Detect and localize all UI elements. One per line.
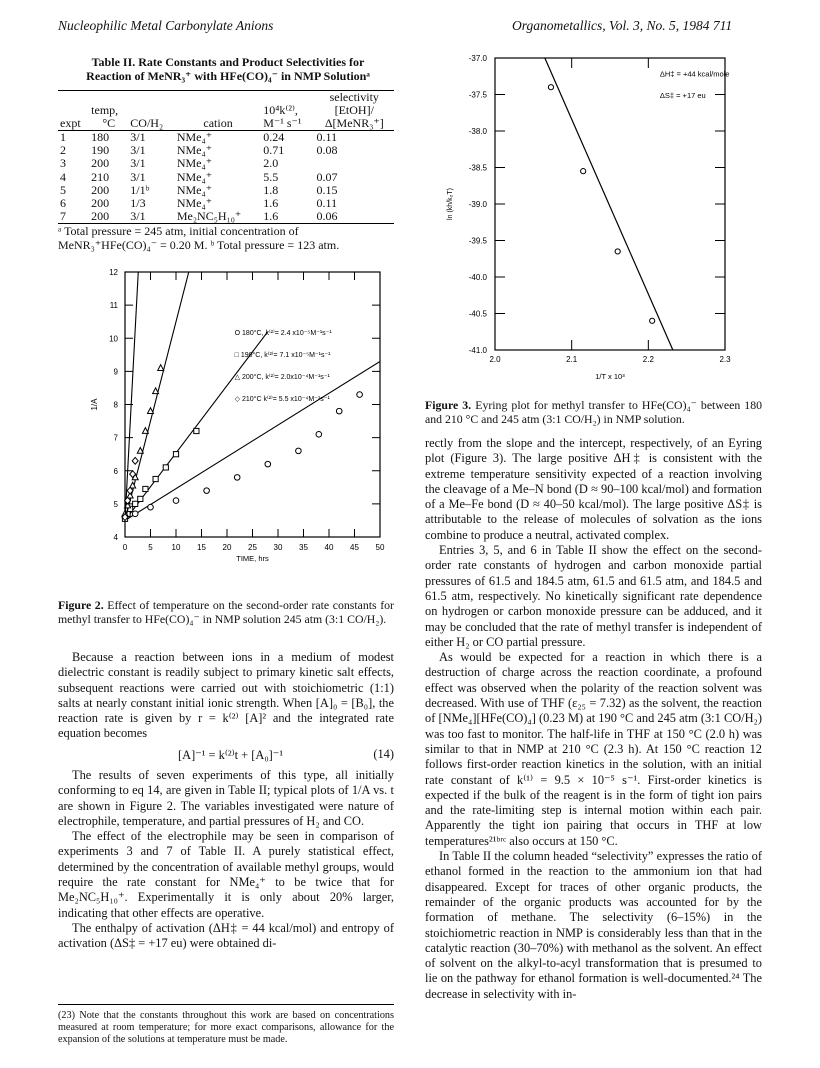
data-point-circle bbox=[316, 432, 322, 438]
data-point-circle bbox=[173, 498, 179, 504]
col-temp-l2: °C bbox=[102, 116, 116, 130]
cell: 1.6 bbox=[263, 209, 279, 224]
cell: 0.24 bbox=[263, 130, 285, 144]
cell: 3/1 bbox=[130, 156, 146, 171]
y-tick-label: -40.0 bbox=[468, 273, 487, 282]
x-tick-label: 40 bbox=[324, 543, 334, 552]
running-head-right: Organometallics, Vol. 3, No. 5, 1984 711 bbox=[512, 18, 733, 33]
data-point-triangle bbox=[148, 408, 154, 414]
data-point-circle bbox=[357, 392, 363, 398]
cell: NMe₄⁺ bbox=[176, 196, 213, 211]
fit-line bbox=[125, 332, 268, 521]
col-sel-l1: selectivity bbox=[329, 90, 379, 104]
cell: 0.15 bbox=[316, 182, 338, 197]
x-tick-label: 15 bbox=[197, 543, 206, 552]
col-sel-l2: [EtOH]/ bbox=[334, 103, 374, 117]
data-point bbox=[548, 85, 553, 90]
fit-line bbox=[545, 58, 673, 350]
col-temp bbox=[89, 91, 128, 131]
left-column-text bbox=[58, 650, 394, 742]
cell: 200 bbox=[91, 182, 110, 197]
cell: 0.71 bbox=[263, 143, 285, 158]
fit-line bbox=[125, 361, 380, 520]
col-temp-l1: temp, bbox=[91, 103, 119, 117]
cell: 0.11 bbox=[316, 196, 338, 211]
data-point-triangle bbox=[153, 388, 159, 394]
table-footnote-line: ᵃ Total pressure = 245 atm, initial concentration of bbox=[58, 224, 299, 238]
table-row bbox=[58, 157, 394, 170]
cell: 1 bbox=[60, 130, 66, 144]
col-rate-l1: 10⁴k⁽²⁾, bbox=[263, 103, 298, 117]
cell: 1/1ᵇ bbox=[130, 182, 150, 197]
cell: 210 bbox=[91, 169, 110, 184]
table-caption-line: Reaction of MeNR₃⁺ with HFe(CO)₄⁻ in NMP Solutionᵃ bbox=[86, 69, 370, 83]
data-point-square bbox=[153, 476, 158, 481]
cell: 1.8 bbox=[263, 182, 279, 197]
cell: 3/1 bbox=[130, 209, 146, 224]
y-tick-label: -38.0 bbox=[468, 127, 487, 136]
data-point-circle bbox=[132, 511, 138, 517]
col-rate bbox=[261, 91, 314, 131]
paragraph: The results of seven experiments of this type, all initially conforming to eq 14, are given in Table II; typical plots of 1/A vs. t are shown in Figure 2. The variables investigated were nature of electrophile, temperature, and partial pressures of H₂ and CO. bbox=[58, 768, 394, 828]
y-tick-label: 9 bbox=[113, 367, 118, 377]
x-tick-label: 2.0 bbox=[489, 355, 501, 364]
paragraph: As would be expected for a reaction in which there is a destruction of charge across the reaction coordinate, a profound effect was observed when the polarity of the reaction solvent was decreased. With use of THF (ε₂₅ = 7.32) as the solvent, the reaction of [NMe₄][HFe(CO)₄] (0.23 M) at 190 °C and 245 atm (3:1 CO/H₂) was too fast to monitor. The half-life in THF at 150 °C (2.0 h) was similar to that in NMP at 210 °C (2.3 h). At 150 °C reaction 12 follows first-order reaction kinetics in the solution, with an initial rate constant of k⁽¹⁾ = 9.5 × 10⁻⁵ s⁻¹. First-order kinetics is expected if the bulk of the reagent is in the form of tight ion pairs and the rate-limiting step is internal motion within each pair. Apparently the tight ion pairing that occurs in THF at low temperatures²¹ᵇʳᶜ also occurs at 150 °C. bbox=[425, 650, 762, 848]
data-point-square bbox=[133, 501, 138, 506]
data-point-circle bbox=[265, 461, 271, 467]
data-point bbox=[615, 249, 620, 254]
legend-entry: △ 200°C, k⁽²⁾= 2.0x10⁻⁴M⁻¹s⁻¹ bbox=[234, 373, 330, 381]
col-selectivity bbox=[315, 91, 394, 131]
data-point bbox=[581, 169, 586, 174]
cell: 1/3 bbox=[130, 196, 146, 211]
paragraph: rectly from the slope and the intercept, respectively, of an Eyring plot (Figure 3). The large positive ΔH‡ is consistent with the extreme temperature sensitivity expected of a reaction involving the cleavage of a Me–N bond (D ≈ 90–100 kcal/mol) and formation of a Me–Fe bond (D ≈ 40–50 kcal/mol). The large positive ΔS‡ is attributable to the release of molecules of solvation as the ions combine to produce a neutral, activated complex. bbox=[425, 436, 762, 542]
y-tick-label: -39.0 bbox=[468, 200, 487, 209]
x-tick-label: 25 bbox=[248, 543, 257, 552]
y-tick-label: 10 bbox=[109, 334, 118, 344]
y-tick-label: 5 bbox=[113, 499, 118, 509]
figure-3-label: Figure 3. bbox=[425, 398, 472, 412]
cell: 5 bbox=[60, 182, 66, 197]
annotation-dh: ΔH‡ = +44 kcal/mole bbox=[659, 69, 730, 79]
cell: 3/1 bbox=[130, 130, 146, 144]
cell: 200 bbox=[91, 196, 110, 211]
x-tick-label: 45 bbox=[350, 543, 359, 552]
y-tick-label: 7 bbox=[113, 433, 118, 443]
figure-2-caption-text: Effect of temperature on the second-order rate constants for methyl transfer to HFe(CO)₄⁻ in NMP solution 245 atm (3:1 CO/H₂). bbox=[58, 598, 394, 626]
cell: 200 bbox=[91, 156, 110, 171]
x-tick-label: 30 bbox=[273, 543, 283, 552]
data-point-square bbox=[173, 452, 178, 457]
legend-entry: □ 190°C, k⁽²⁾= 7.1 x10⁻⁵M⁻¹s⁻¹ bbox=[234, 351, 331, 359]
y-tick-label: 6 bbox=[113, 466, 118, 476]
data-point-square bbox=[143, 486, 148, 491]
table-footnote bbox=[58, 224, 394, 252]
figure-2-label: Figure 2. bbox=[58, 598, 104, 612]
cell: 2 bbox=[60, 143, 66, 158]
cell: 3 bbox=[60, 156, 66, 171]
paragraph: The effect of the electrophile may be seen in comparison of experiments 3 and 7 of Table II. A purely statistical effect, determined by the concentration of available methyl groups, would require the rate constant for NMe₄⁺ to be twice that for Me₂NC₅H₁₀⁺. Experimentally it is only about 20% larger, indicating that other effects are operative. bbox=[58, 829, 394, 920]
footnote-23: (23) Note that the constants throughout this work are based on concentrations measured at room temperature; for more exact comparisons, allowance for the expansion of the solutions at temperature must be made. bbox=[58, 1004, 394, 1046]
y-tick-label: -40.5 bbox=[468, 309, 487, 319]
cell: 3/1 bbox=[130, 143, 146, 158]
cell: 3/1 bbox=[130, 169, 146, 184]
annotation-ds: ΔS‡ = +17 eu bbox=[659, 91, 706, 101]
col-co-h2: CO/H₂ bbox=[130, 116, 164, 130]
data-point-circle bbox=[148, 504, 154, 510]
equation-number: (14) bbox=[373, 747, 394, 761]
y-axis-label: 1/A bbox=[90, 398, 99, 411]
x-tick-label: 2.1 bbox=[566, 355, 578, 364]
x-tick-label: 2.3 bbox=[719, 355, 731, 364]
col-expt: expt bbox=[60, 116, 81, 130]
y-tick-label: -38.5 bbox=[468, 163, 487, 173]
y-tick-label: -37.5 bbox=[468, 90, 487, 100]
y-tick-label: 4 bbox=[113, 533, 118, 542]
plot-frame bbox=[495, 58, 725, 350]
x-tick-label: 20 bbox=[222, 543, 232, 552]
cell: 0.06 bbox=[316, 209, 338, 224]
cell: NMe₄⁺ bbox=[176, 156, 213, 171]
cell: 0.08 bbox=[316, 143, 338, 158]
x-tick-label: 2.2 bbox=[642, 355, 654, 364]
cell: NMe₄⁺ bbox=[176, 182, 213, 197]
running-head-left: Nucleophilic Metal Carbonylate Anions bbox=[58, 18, 274, 33]
data-point-circle bbox=[296, 448, 302, 454]
paragraph: The enthalpy of activation (ΔH‡ = 44 kcal/mol) and entropy of activation (ΔS‡ = +17 eu) were obtained di- bbox=[58, 920, 394, 951]
y-tick-label: -41.0 bbox=[468, 346, 487, 355]
x-tick-label: 35 bbox=[299, 543, 308, 552]
x-tick-label: 0 bbox=[122, 543, 128, 552]
cell: 4 bbox=[60, 169, 66, 184]
cell: 1.6 bbox=[263, 196, 279, 211]
x-tick-label: 10 bbox=[171, 543, 181, 552]
table-row bbox=[58, 131, 394, 145]
right-column-text bbox=[425, 436, 762, 1002]
x-tick-label: 5 bbox=[148, 543, 153, 552]
equation-body: [A]⁻¹ = k⁽²⁾t + [A₀]⁻¹ bbox=[178, 748, 284, 762]
figure-2-caption bbox=[58, 598, 394, 626]
figure-3-caption bbox=[425, 398, 762, 426]
cell: 180 bbox=[91, 130, 110, 144]
y-tick-label: 8 bbox=[113, 400, 118, 410]
legend-entry: O 180°C, k⁽²⁾= 2.4 x10⁻⁵M⁻¹s⁻¹ bbox=[234, 329, 332, 337]
rate-constants-table bbox=[58, 90, 394, 224]
data-point-circle bbox=[204, 488, 210, 494]
cell: NMe₄⁺ bbox=[176, 143, 213, 158]
y-tick-label: -37.0 bbox=[468, 54, 487, 63]
cell: 5.5 bbox=[263, 169, 279, 184]
plot-frame bbox=[125, 272, 380, 537]
y-tick-label: 12 bbox=[109, 268, 118, 277]
cell: NMe₄⁺ bbox=[176, 130, 213, 144]
col-cation: cation bbox=[203, 116, 233, 130]
cell: 200 bbox=[91, 209, 110, 224]
table-row bbox=[58, 210, 394, 224]
col-rate-l2: M⁻¹ s⁻¹ bbox=[263, 116, 302, 130]
table-row bbox=[58, 171, 394, 184]
cell bbox=[315, 157, 394, 170]
cell: NMe₄⁺ bbox=[176, 169, 213, 184]
paragraph: Entries 3, 5, and 6 in Table II show the effect on the second-order rate constants of hydrogen and carbon monoxide partial pressures of 61.5 and 184.5 atm, 61.5 and 61.5 atm, and 184.5 and 61.5 atm, respectively. No kinetically significant rate dependence on hydrogen or carbon monoxide pressure can be adduced, and it may be concluded that the rate of methyl transfer is independent of either H₂ or CO partial pressure. bbox=[425, 543, 762, 649]
x-tick-label: 50 bbox=[375, 543, 385, 552]
data-point-diamond bbox=[132, 457, 138, 464]
paragraph: In Table II the column headed “selectivity” expresses the ratio of ethanol formed in the reaction to the ammonium ion that had disappeared. Except for traces of other organic products, the remainder of the organic products was accounted for by the formation of methane. The selectivity (6–15%) in the stoichiometric reaction in NMP is considerably less than that in the catalytic reaction (30–70%) with methanol as the solvent. An effect of solvent on the alkyl-to-acyl transformation that is presumed to lie on the pathway for ethanol formation is well-documented.²⁴ The decrease in selectivity with in- bbox=[425, 849, 762, 1001]
data-point bbox=[650, 318, 655, 323]
cell: 190 bbox=[91, 143, 110, 158]
figure-2-chart bbox=[80, 262, 400, 582]
data-point-square bbox=[194, 428, 199, 433]
cell: 0.07 bbox=[316, 169, 338, 184]
y-tick-label: -39.5 bbox=[468, 236, 487, 246]
data-point-square bbox=[163, 465, 168, 470]
data-point-triangle bbox=[137, 447, 143, 453]
data-point-circle bbox=[336, 408, 342, 414]
table-caption bbox=[68, 55, 388, 83]
cell: Me₂NC₅H₁₀⁺ bbox=[176, 209, 242, 224]
x-axis-label: TIME, hrs bbox=[236, 554, 269, 563]
table-caption-line: Table II. Rate Constants and Product Selectivities for bbox=[91, 55, 365, 69]
y-tick-label: 11 bbox=[109, 301, 118, 311]
fit-line bbox=[125, 272, 189, 520]
cell: 7 bbox=[60, 209, 66, 224]
col-sel-l3: Δ[MeNR₃⁺] bbox=[324, 116, 384, 130]
cell: 6 bbox=[60, 196, 66, 211]
x-axis-label: 1/T x 10³ bbox=[595, 372, 625, 381]
figure-3-chart bbox=[430, 48, 760, 393]
figure-3-caption-text: Eyring plot for methyl transfer to HFe(CO)₄⁻ between 180 and 210 °C and 245 atm (3:1 CO/H₂) in NMP solution. bbox=[425, 398, 763, 426]
y-axis-label: ln (kh/k₂T) bbox=[447, 188, 454, 220]
data-point-triangle bbox=[142, 428, 148, 434]
data-point-triangle bbox=[158, 365, 164, 371]
cell: 2.0 bbox=[263, 156, 279, 171]
paragraph: Because a reaction between ions in a medium of modest dielectric constant is readily subject to primary kinetic salt effects, subsequent reactions were carried out with stoichiometric (1:1) salts at nearly constant initial ionic strength. When [A]₀ = [B₀], the reaction rate is given by r = k⁽²⁾ [A]² and the integrated rate equation becomes bbox=[58, 650, 394, 741]
data-point-square bbox=[138, 496, 143, 501]
legend-entry: ◇ 210°C k⁽²⁾= 5.5 x10⁻⁴M⁻¹s⁻¹ bbox=[234, 395, 330, 403]
table-footnote-line: MeNR₃⁺HFe(CO)₄⁻ = 0.20 M. ᵇ Total pressure = 123 atm. bbox=[58, 238, 340, 252]
data-point-circle bbox=[234, 475, 240, 481]
cell: 0.11 bbox=[316, 130, 338, 144]
left-column-text-2 bbox=[58, 768, 394, 952]
